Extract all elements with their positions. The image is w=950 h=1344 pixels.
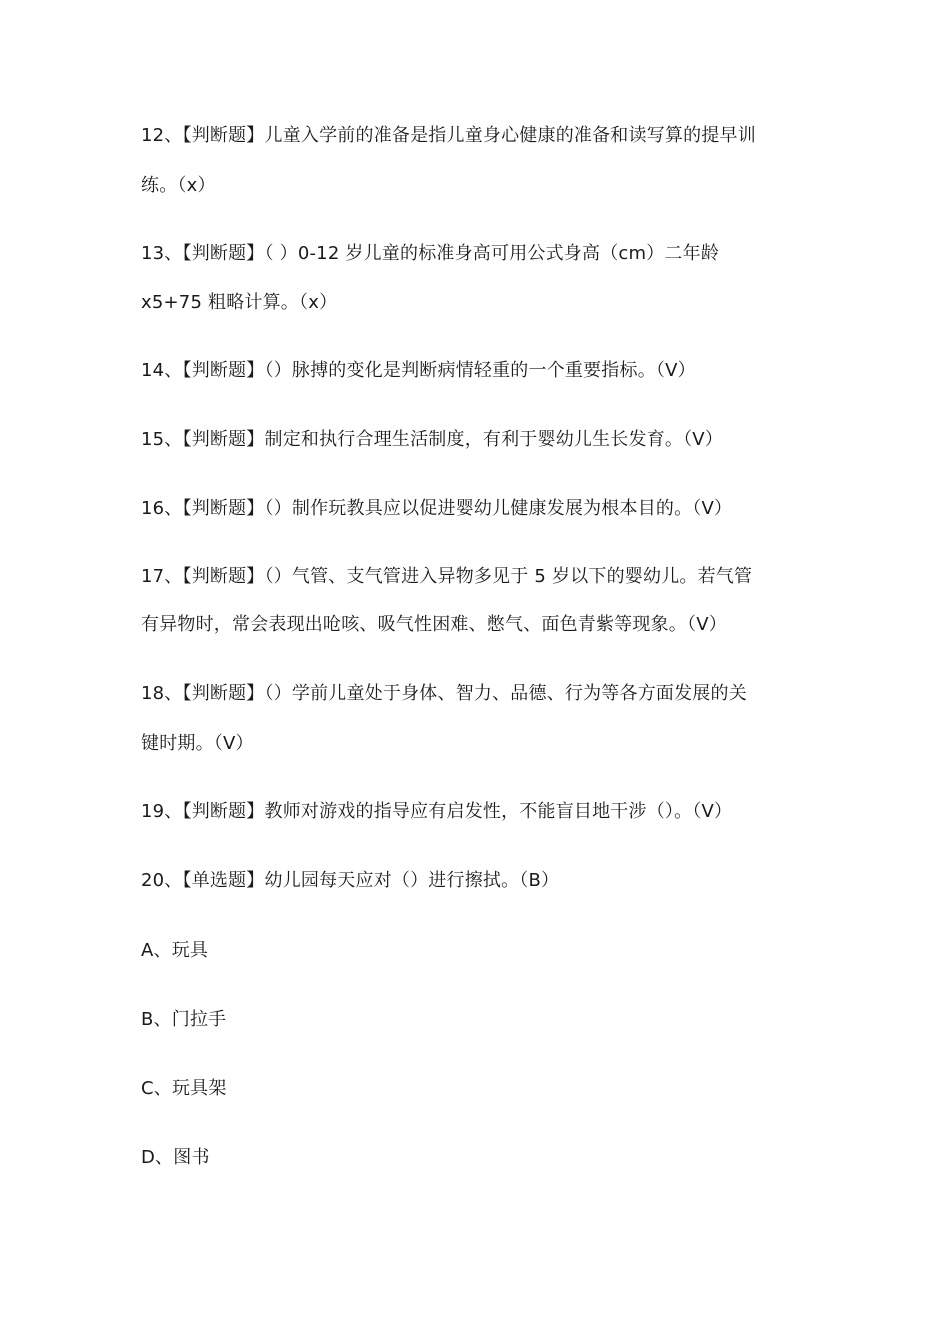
question-13-line-2: x5+75 粗略计算。（x）: [141, 292, 338, 313]
option-d: D、图书: [141, 1147, 210, 1168]
question-19-line-1: 19、【判断题】教师对游戏的指导应有启发性，不能盲目地干涉（）。（V）: [141, 801, 733, 822]
question-18-line-1: 18、【判断题】（）学前儿童处于身体、智力、品德、行为等各方面发展的关: [141, 683, 747, 704]
option-b: B、门拉手: [141, 1009, 227, 1030]
question-14-line-1: 14、【判断题】（）脉搏的变化是判断病情轻重的一个重要指标。（V）: [141, 360, 696, 381]
question-16-line-1: 16、【判断题】（）制作玩教具应以促进婴幼儿健康发展为根本目的。（V）: [141, 498, 733, 519]
option-a: A、玩具: [141, 940, 209, 961]
question-13-line-1: 13、【判断题】（ ）0-12 岁儿童的标准身高可用公式身高（cm）二年龄: [141, 243, 720, 264]
question-17-line-1: 17、【判断题】（）气管、支气管进入异物多见于 5 岁以下的婴幼儿。若气管: [141, 566, 753, 587]
question-12-line-1: 12、【判断题】儿童入学前的准备是指儿童身心健康的准备和读写算的提早训: [141, 125, 756, 146]
option-c: C、玩具架: [141, 1078, 227, 1099]
question-15-line-1: 15、【判断题】制定和执行合理生活制度，有利于婴幼儿生长发育。（V）: [141, 429, 724, 450]
question-20-line-1: 20、【单选题】幼儿园每天应对（）进行擦拭。（B）: [141, 870, 560, 891]
question-12-line-2: 练。（x）: [141, 175, 216, 196]
question-17-line-2: 有异物时，常会表现出呛咳、吸气性困难、憋气、面色青紫等现象。（V）: [141, 614, 727, 635]
question-18-line-2: 键时期。（V）: [141, 733, 254, 754]
